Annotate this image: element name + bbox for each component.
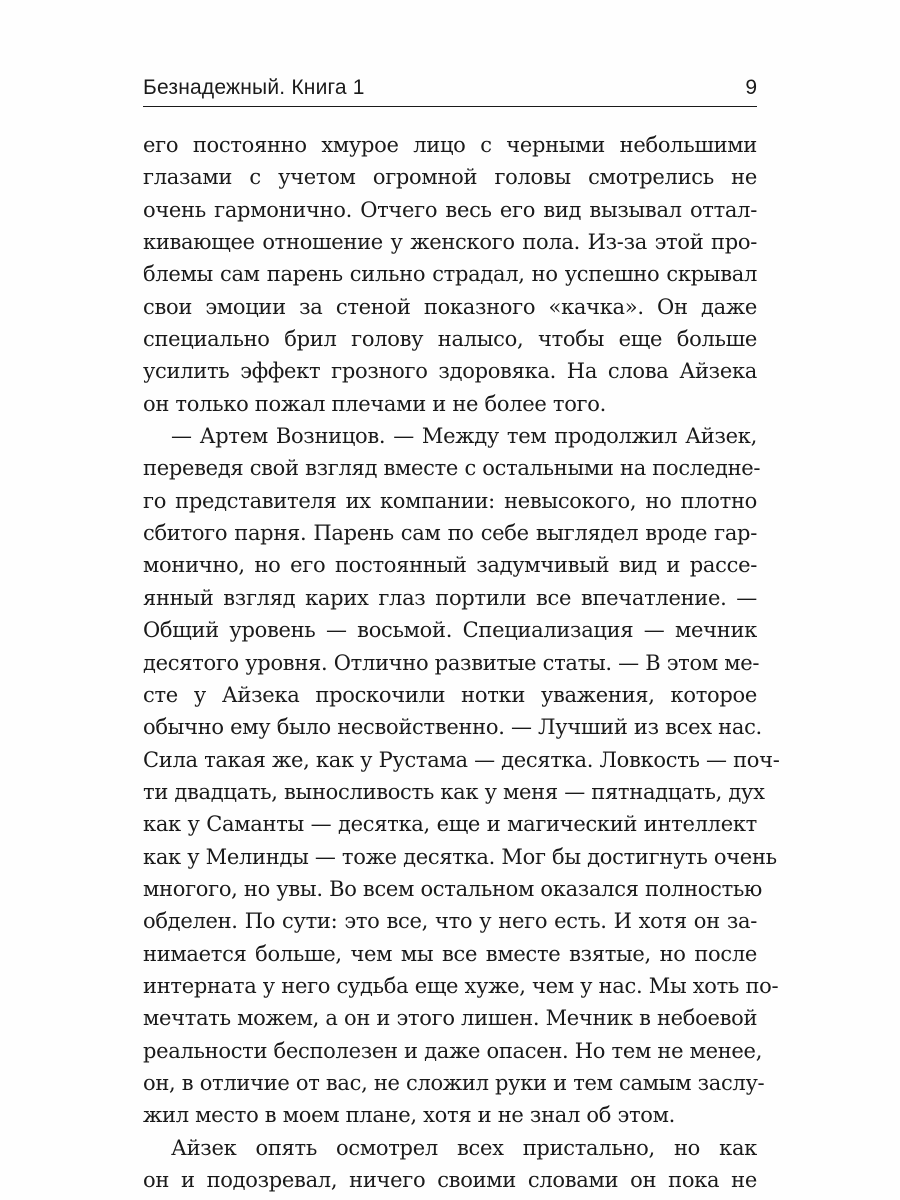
text-line: интерната у него судьба еще хуже, чем у нас. Мы хоть по-	[143, 973, 779, 998]
text-line: — Артем Возницов. — Между тем продолжил Айзек,	[171, 424, 757, 449]
text-line: он и подозревал, ничего своими словами он пока не	[143, 1168, 757, 1192]
text-line: Сила такая же, как у Рустама — десятка. Ловкость — поч-	[143, 747, 780, 772]
text-line: переведя свой взгляд вместе с остальными на последне-	[143, 456, 761, 481]
text-line: глазами с учетом огромной головы смотрелись не	[143, 165, 757, 190]
text-line: янный взгляд карих глаз портили все впечатление. —	[143, 585, 757, 610]
text-line: го представителя их компании: невысокого, но плотно	[143, 488, 757, 513]
text-line: он, в отличие от вас, не сложил руки и тем самым заслу-	[143, 1070, 765, 1095]
text-line: обделен. По сути: это все, что у него есть. И хотя он за-	[143, 909, 757, 934]
text-line: десятого уровня. Отлично развитые статы. — В этом ме-	[143, 650, 760, 675]
text-line: жил место в моем плане, хотя и не знал об этом.	[143, 1103, 676, 1128]
text-line: как у Саманты — десятка, еще и магический интеллект	[143, 812, 757, 837]
text-line: сбитого парня. Парень сам по себе выглядел вроде гар-	[143, 521, 757, 546]
text-line: мечтать можем, а он и этого лишен. Мечник в небоевой	[143, 1006, 758, 1031]
running-header	[143, 72, 757, 107]
text-line: монично, но его постоянный задумчивый вид и рассе-	[143, 553, 757, 578]
book-title: Безнадежный. Книга 1	[143, 76, 365, 99]
text-line: он только пожал плечами и не более того.	[143, 391, 606, 416]
text-line: его постоянно хмурое лицо с черными небольшими	[143, 133, 757, 157]
text-line: многого, но увы. Во всем остальном оказался полностью	[143, 876, 763, 901]
page-number: 9	[745, 76, 757, 99]
text-line: блемы сам парень сильно страдал, но успешно скрывал	[143, 262, 757, 287]
page-body	[143, 129, 780, 1196]
text-line: усилить эффект грозного здоровяка. На слова Айзека	[143, 359, 757, 384]
text-line: свои эмоции за стеной показного «качка». Он даже	[143, 294, 757, 319]
text-line: специально брил голову налысо, чтобы еще больше	[143, 327, 757, 352]
text-line: сте у Айзека проскочили нотки уважения, которое	[143, 682, 757, 707]
text-line: обычно ему было несвойственно. — Лучший из всех нас.	[143, 715, 762, 740]
text-line: нимается больше, чем мы все вместе взятые, но после	[143, 941, 757, 966]
text-line: как у Мелинды — тоже десятка. Мог бы достигнуть очень	[143, 844, 777, 869]
text-line: реальности бесполезен и даже опасен. Но тем не менее,	[143, 1038, 763, 1063]
text-line: Общий уровень — восьмой. Специализация — мечник	[143, 618, 757, 643]
text-line: кивающее отношение у женского пола. Из-за этой про-	[143, 230, 757, 255]
text-line: ти двадцать, выносливость как у меня — пятнадцать, дух	[143, 779, 765, 804]
text-line: очень гармонично. Отчего весь его вид вызывал оттал-	[143, 197, 757, 222]
text-line: Айзек опять осмотрел всех пристально, но как	[171, 1135, 757, 1160]
